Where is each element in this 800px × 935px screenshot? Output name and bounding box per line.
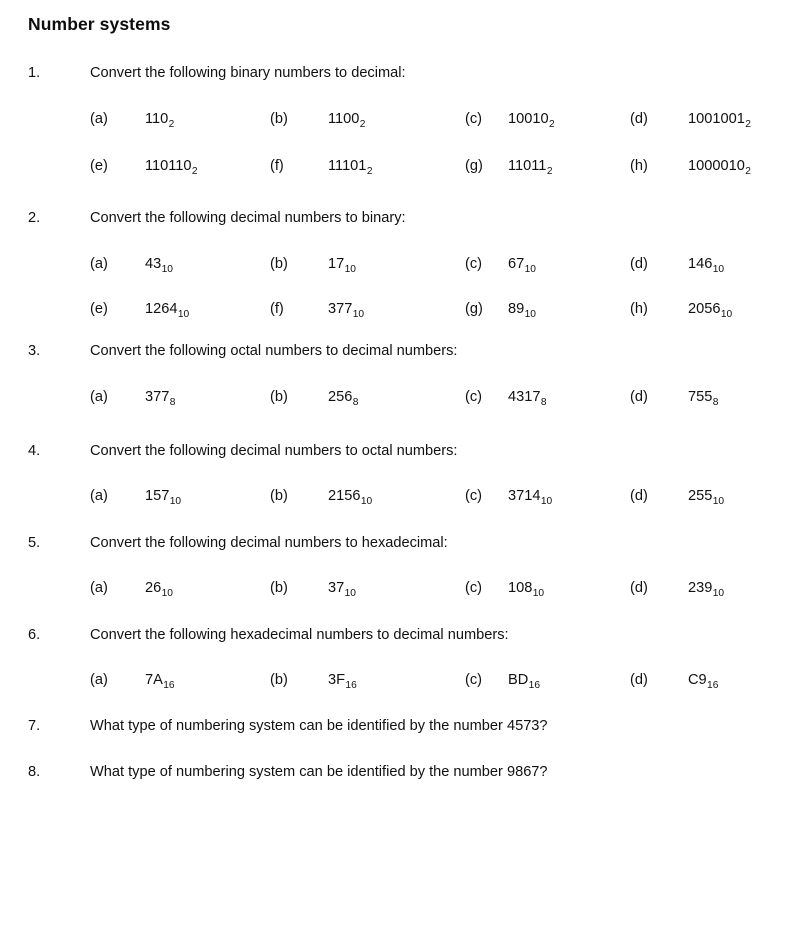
- sub-item-label: (a): [90, 256, 108, 272]
- sub-item-label: (e): [90, 158, 108, 174]
- sub-item-value: [688, 111, 751, 130]
- value-mantissa: 3714: [508, 488, 541, 504]
- value-mantissa: 7A: [145, 672, 163, 688]
- page-title: Number systems: [28, 14, 171, 34]
- value-mantissa: 17: [328, 256, 345, 272]
- sub-item-row: [0, 256, 800, 278]
- value-mantissa: 1000010: [688, 158, 745, 174]
- question-number: 7.: [28, 718, 41, 734]
- sub-item-label: (c): [465, 488, 483, 504]
- sub-item-row: [0, 158, 800, 180]
- value-base-subscript: 16: [707, 679, 719, 691]
- sub-item-value: [508, 389, 547, 408]
- value-mantissa: 67: [508, 256, 525, 272]
- value-base-subscript: 10: [352, 308, 365, 320]
- value-base-subscript: 10: [524, 263, 536, 275]
- sub-item-label: (b): [270, 488, 288, 504]
- sub-item-label: (d): [630, 256, 648, 272]
- value-base-subscript: 10: [540, 495, 553, 507]
- sub-item-row: [0, 111, 800, 133]
- value-base-subscript: 10: [712, 587, 725, 599]
- sub-item-value: [508, 256, 536, 275]
- sub-item-value: [145, 672, 175, 691]
- value-base-subscript: 10: [360, 495, 373, 507]
- value-mantissa: 11101: [328, 158, 367, 174]
- sub-item-label: (d): [630, 488, 648, 504]
- sub-item-row: [0, 488, 800, 510]
- sub-item-row: [0, 580, 800, 602]
- value-mantissa: 377: [328, 301, 353, 317]
- value-mantissa: 755: [688, 389, 713, 405]
- value-mantissa: 10010: [508, 111, 549, 127]
- sub-item-value: [508, 111, 555, 130]
- question-number: 8.: [28, 764, 41, 780]
- value-mantissa: 108: [508, 580, 533, 596]
- value-mantissa: BD: [508, 672, 529, 688]
- value-base-subscript: 2: [168, 118, 175, 130]
- value-base-subscript: 10: [169, 495, 182, 507]
- sub-item-value: [688, 389, 719, 408]
- value-mantissa: 1100: [328, 111, 360, 127]
- sub-item-label: (a): [90, 389, 108, 405]
- sub-item-value: [328, 580, 356, 599]
- value-mantissa: 3F: [328, 672, 346, 688]
- sub-item-value: [508, 672, 541, 691]
- question-text: Convert the following decimal numbers to binary:: [90, 210, 406, 226]
- sub-item-value: [145, 389, 176, 408]
- question-text: Convert the following hexadecimal numbers to decimal numbers:: [90, 627, 509, 643]
- sub-item-label: (b): [270, 256, 288, 272]
- value-base-subscript: 10: [161, 587, 173, 599]
- sub-item-value: [508, 301, 536, 320]
- sub-item-value: [508, 488, 553, 507]
- question-text: Convert the following decimal numbers to hexadecimal:: [90, 535, 448, 551]
- sub-item-value: [145, 580, 173, 599]
- sub-item-label: (c): [465, 580, 483, 596]
- sub-item-row: [0, 389, 800, 411]
- sub-item-label: (c): [465, 256, 483, 272]
- sub-item-label: (a): [90, 672, 108, 688]
- value-base-subscript: 10: [712, 263, 725, 275]
- sub-item-label: (e): [90, 301, 108, 317]
- sub-item-value: [145, 301, 190, 320]
- value-mantissa: 2156: [328, 488, 361, 504]
- value-mantissa: 11011: [508, 158, 547, 174]
- sub-item-value: [328, 389, 359, 408]
- value-mantissa: 43: [145, 256, 162, 272]
- sub-item-label: (c): [465, 672, 483, 688]
- sub-item-value: [328, 301, 365, 320]
- value-mantissa: 2056: [688, 301, 721, 317]
- question-text: Convert the following binary numbers to decimal:: [90, 65, 406, 81]
- sub-item-value: [328, 488, 373, 507]
- value-mantissa: 110: [145, 111, 169, 127]
- value-base-subscript: 10: [532, 587, 545, 599]
- sub-item-value: [688, 672, 719, 691]
- sub-item-value: [145, 488, 182, 507]
- sub-item-label: (b): [270, 672, 288, 688]
- sub-item-label: (h): [630, 301, 648, 317]
- sub-item-value: [145, 158, 198, 177]
- question-number: 3.: [28, 343, 41, 359]
- value-mantissa: 255: [688, 488, 713, 504]
- value-mantissa: 256: [328, 389, 353, 405]
- value-base-subscript: 10: [524, 308, 536, 320]
- value-base-subscript: 10: [344, 587, 356, 599]
- value-base-subscript: 2: [745, 118, 751, 130]
- sub-item-value: [688, 580, 725, 599]
- sub-item-label: (f): [270, 301, 284, 317]
- value-mantissa: 377: [145, 389, 170, 405]
- value-mantissa: 239: [688, 580, 713, 596]
- sub-item-value: [328, 672, 357, 691]
- sub-item-value: [688, 158, 751, 177]
- value-mantissa: C9: [688, 672, 707, 688]
- value-base-subscript: 2: [745, 165, 751, 177]
- value-mantissa: 157: [145, 488, 170, 504]
- value-base-subscript: 10: [720, 308, 733, 320]
- value-mantissa: 1264: [145, 301, 178, 317]
- sub-item-label: (b): [270, 580, 288, 596]
- sub-item-label: (c): [465, 389, 483, 405]
- sub-item-row: [0, 301, 800, 323]
- value-base-subscript: 16: [345, 679, 357, 691]
- sub-item-label: (d): [630, 672, 648, 688]
- value-base-subscript: 10: [344, 263, 356, 275]
- sub-item-label: (f): [270, 158, 284, 174]
- sub-item-value: [328, 256, 356, 275]
- value-mantissa: 146: [688, 256, 713, 272]
- question-number: 5.: [28, 535, 41, 551]
- sub-item-value: [688, 488, 725, 507]
- value-base-subscript: 2: [191, 165, 198, 177]
- sub-item-value: [508, 158, 553, 177]
- sub-item-label: (a): [90, 111, 108, 127]
- sub-item-value: [688, 256, 725, 275]
- sub-item-label: (d): [630, 389, 648, 405]
- sub-item-label: (a): [90, 488, 108, 504]
- sub-item-label: (d): [630, 111, 648, 127]
- value-base-subscript: 8: [169, 396, 176, 408]
- value-base-subscript: 2: [359, 118, 366, 130]
- question-text: What type of numbering system can be identified by the number 9867?: [90, 764, 548, 780]
- sub-item-row: [0, 672, 800, 694]
- value-base-subscript: 8: [540, 396, 547, 408]
- value-base-subscript: 10: [161, 263, 173, 275]
- value-base-subscript: 10: [177, 308, 190, 320]
- value-base-subscript: 8: [712, 396, 719, 408]
- question-number: 2.: [28, 210, 41, 226]
- value-base-subscript: 2: [546, 165, 553, 177]
- value-base-subscript: 10: [712, 495, 725, 507]
- sub-item-value: [145, 111, 175, 130]
- question-text: Convert the following decimal numbers to octal numbers:: [90, 443, 458, 459]
- value-base-subscript: 16: [528, 679, 541, 691]
- question-text: Convert the following octal numbers to decimal numbers:: [90, 343, 458, 359]
- value-mantissa: 110110: [145, 158, 192, 174]
- sub-item-label: (a): [90, 580, 108, 596]
- sub-item-label: (h): [630, 158, 648, 174]
- sub-item-value: [328, 111, 366, 130]
- sub-item-value: [508, 580, 545, 599]
- value-base-subscript: 8: [352, 396, 359, 408]
- sub-item-value: [688, 301, 733, 320]
- sub-item-value: [328, 158, 373, 177]
- sub-item-label: (g): [465, 301, 483, 317]
- value-base-subscript: 16: [163, 679, 175, 691]
- question-number: 6.: [28, 627, 41, 643]
- value-mantissa: 37: [328, 580, 345, 596]
- sub-item-label: (c): [465, 111, 483, 127]
- question-text: What type of numbering system can be identified by the number 4573?: [90, 718, 548, 734]
- value-mantissa: 4317: [508, 389, 541, 405]
- question-number: 4.: [28, 443, 41, 459]
- value-base-subscript: 2: [548, 118, 555, 130]
- value-mantissa: 1001001: [688, 111, 745, 127]
- value-mantissa: 89: [508, 301, 525, 317]
- sub-item-label: (g): [465, 158, 483, 174]
- question-number: 1.: [28, 65, 41, 81]
- sub-item-label: (d): [630, 580, 648, 596]
- sub-item-label: (b): [270, 111, 288, 127]
- sub-item-value: [145, 256, 173, 275]
- value-base-subscript: 2: [366, 165, 373, 177]
- value-mantissa: 26: [145, 580, 162, 596]
- sub-item-label: (b): [270, 389, 288, 405]
